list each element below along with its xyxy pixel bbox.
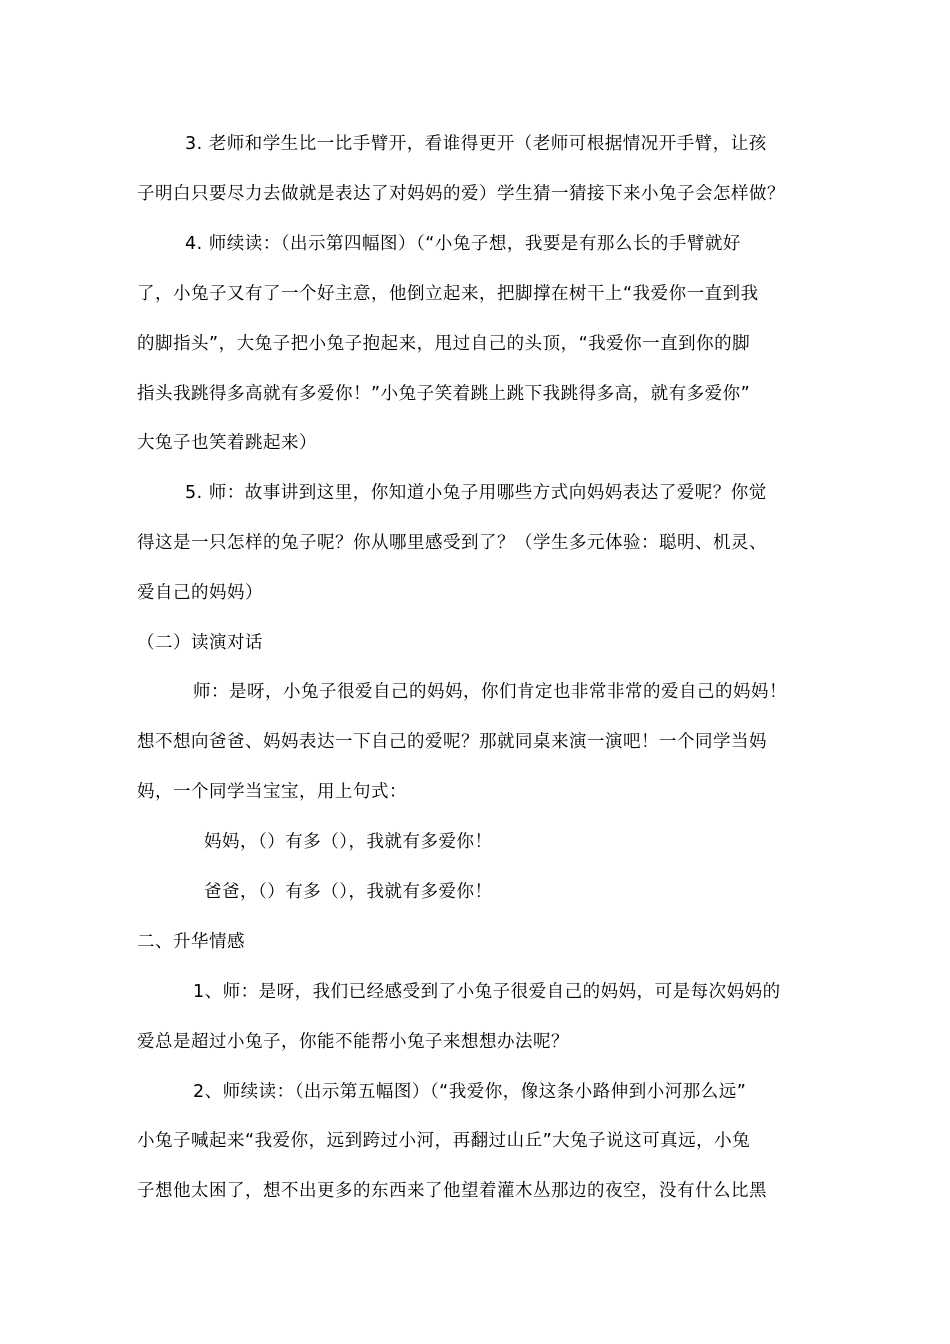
text-line: 小兔子喊起来“我爱你，远到跨过小河，再翻过山丘”大兔子说这可真远，小兔 [137,1131,751,1151]
text-line: 师：是呀，小兔子很爱自己的妈妈，你们肯定也非常非常的爱自己的妈妈！ [193,682,787,702]
sentence-pattern: 妈妈，（）有多（），我就有多爱你！ [204,832,493,852]
text-line: 爱总是超过小兔子，你能不能帮小兔子来想想办法呢？ [137,1032,569,1052]
text-line: 妈，一个同学当宝宝，用上句式： [137,782,407,802]
text-line: 子明白只要尽力去做就是表达了对妈妈的爱）学生猜一猜接下来小兔子会怎样做？ [137,184,785,204]
text-line: 了，小兔子又有了一个好主意，他倒立起来，把脚撑在树干上“我爱你一直到我 [137,284,759,304]
text-line: 指头我跳得多高就有多爱你！”小兔子笑着跳上跳下我跳得多高，就有多爱你” [137,384,751,404]
text-line: 爱自己的妈妈） [137,583,263,603]
section-heading: 二、升华情感 [137,932,245,952]
text-line: 2、师续读：（出示第五幅图）（“我爱你，像这条小路伸到小河那么远” [193,1082,747,1102]
sentence-pattern: 爸爸，（）有多（），我就有多爱你！ [204,882,493,902]
text-line: 大兔子也笑着跳起来） [137,433,317,453]
text-line: 得这是一只怎样的兔子呢？你从哪里感受到了？（学生多元体验：聪明、机灵、 [137,533,767,553]
text-line: 4. 师续读：（出示第四幅图）（“小兔子想，我要是有那么长的手臂就好 [185,234,741,254]
text-line: 1、师：是呀，我们已经感受到了小兔子很爱自己的妈妈，可是每次妈妈的 [193,982,781,1002]
section-heading: （二）读演对话 [137,633,263,653]
text-line: 的脚指头”，大兔子把小兔子抱起来，甩过自己的头顶，“我爱你一直到你的脚 [137,334,751,354]
text-line: 子想他太困了，想不出更多的东西来了他望着灌木丛那边的夜空，没有什么比黑 [137,1181,767,1201]
text-line: 想不想向爸爸、妈妈表达一下自己的爱呢？那就同桌来演一演吧！一个同学当妈 [137,732,767,752]
text-line: 5. 师：故事讲到这里，你知道小兔子用哪些方式向妈妈表达了爱呢？你觉 [185,483,767,503]
text-line: 3. 老师和学生比一比手臂开，看谁得更开（老师可根据情况开手臂，让孩 [185,134,767,154]
